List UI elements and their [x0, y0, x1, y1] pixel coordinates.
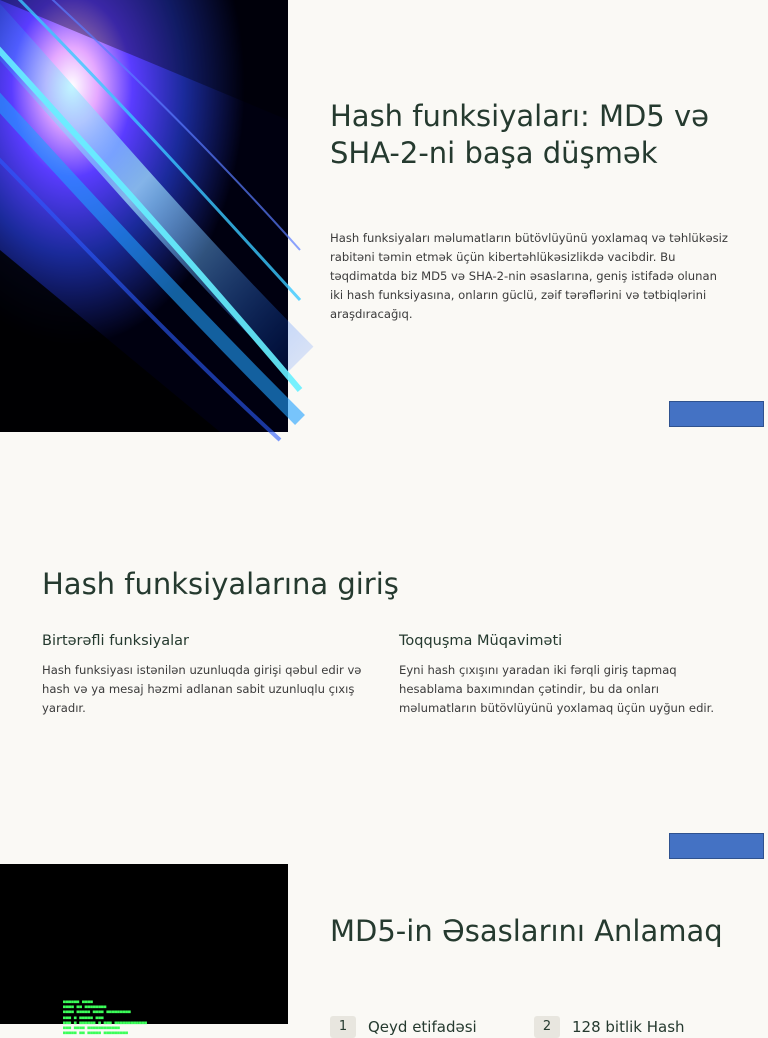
blue-rectangle-button[interactable] [669, 833, 764, 859]
section-title-md5: MD5-in Əsaslarını Anlamaq [330, 914, 723, 948]
column-one-way-functions [42, 633, 372, 718]
numbered-item [534, 1016, 685, 1038]
number-badge: 1 [330, 1016, 356, 1038]
item-label: Qeyd etifadəsi [368, 1018, 477, 1036]
column-heading: Birtərəfli funksiyalar [42, 633, 190, 649]
slide-intro [0, 0, 768, 432]
numbered-item [330, 1016, 477, 1038]
column-collision-resistance [399, 633, 729, 718]
slide-body-text: Hash funksiyaları məlumatların bütövlüyünü yoxlamaq və təhlükəsiz rabitəni təmin etmək üçün kibertəhlükəsizlikdə vacibdir. Bu təqdimatda biz MD5 və SHA-2-nin əsaslarına, geniş istifadə olunan iki hash funksiyasına, onların güclü, zəif tərəflərini və tətbiqlərini araşdıracağıq. [330, 231, 728, 321]
blue-rectangle-button[interactable] [669, 401, 764, 427]
item-label: 128 bitlik Hash [572, 1018, 685, 1036]
slide-title: Hash funksiyaları: MD5 və SHA-2-ni başa düşmək [330, 99, 709, 170]
light-streak-image [0, 0, 288, 432]
column-text: Eyni hash çıxışını yaradan iki fərqli giriş tapmaq hesablama baxımından çətindir, bu da onları məlumatların bütövlüyünü yoxlamaq üçün uyğun edir. [399, 663, 715, 715]
column-text: Hash funksiyası istənilən uzunluqda girişi qəbul edir və hash və ya mesaj həzmi adlanan sabit uzunluqlu çıxış yaradır. [42, 663, 362, 715]
terminal-code-image [0, 864, 288, 1037]
terminal-text-decoration: ■■■■■■ ■■■■ ■■■■ ■■ ■■■■■■■■ ■■■■ ■■■■■ ■■■■ ■■■■■■■■■ ■■■ ■ ■■■■■ ■■■ ■■■ ■ ■■■■■■ ■ ■■■ ■■■■■■■■■■■■ ■■■ ■■■■ ■■■■■■■■■■■■ ■■■■■ ■■ ■■■■■ ■■■■■■■■■ [63, 1000, 147, 1037]
column-heading: Toqquşma Müqaviməti [399, 633, 563, 649]
section-title: Hash funksiyalarına giriş [42, 567, 399, 601]
number-badge: 2 [534, 1016, 560, 1038]
